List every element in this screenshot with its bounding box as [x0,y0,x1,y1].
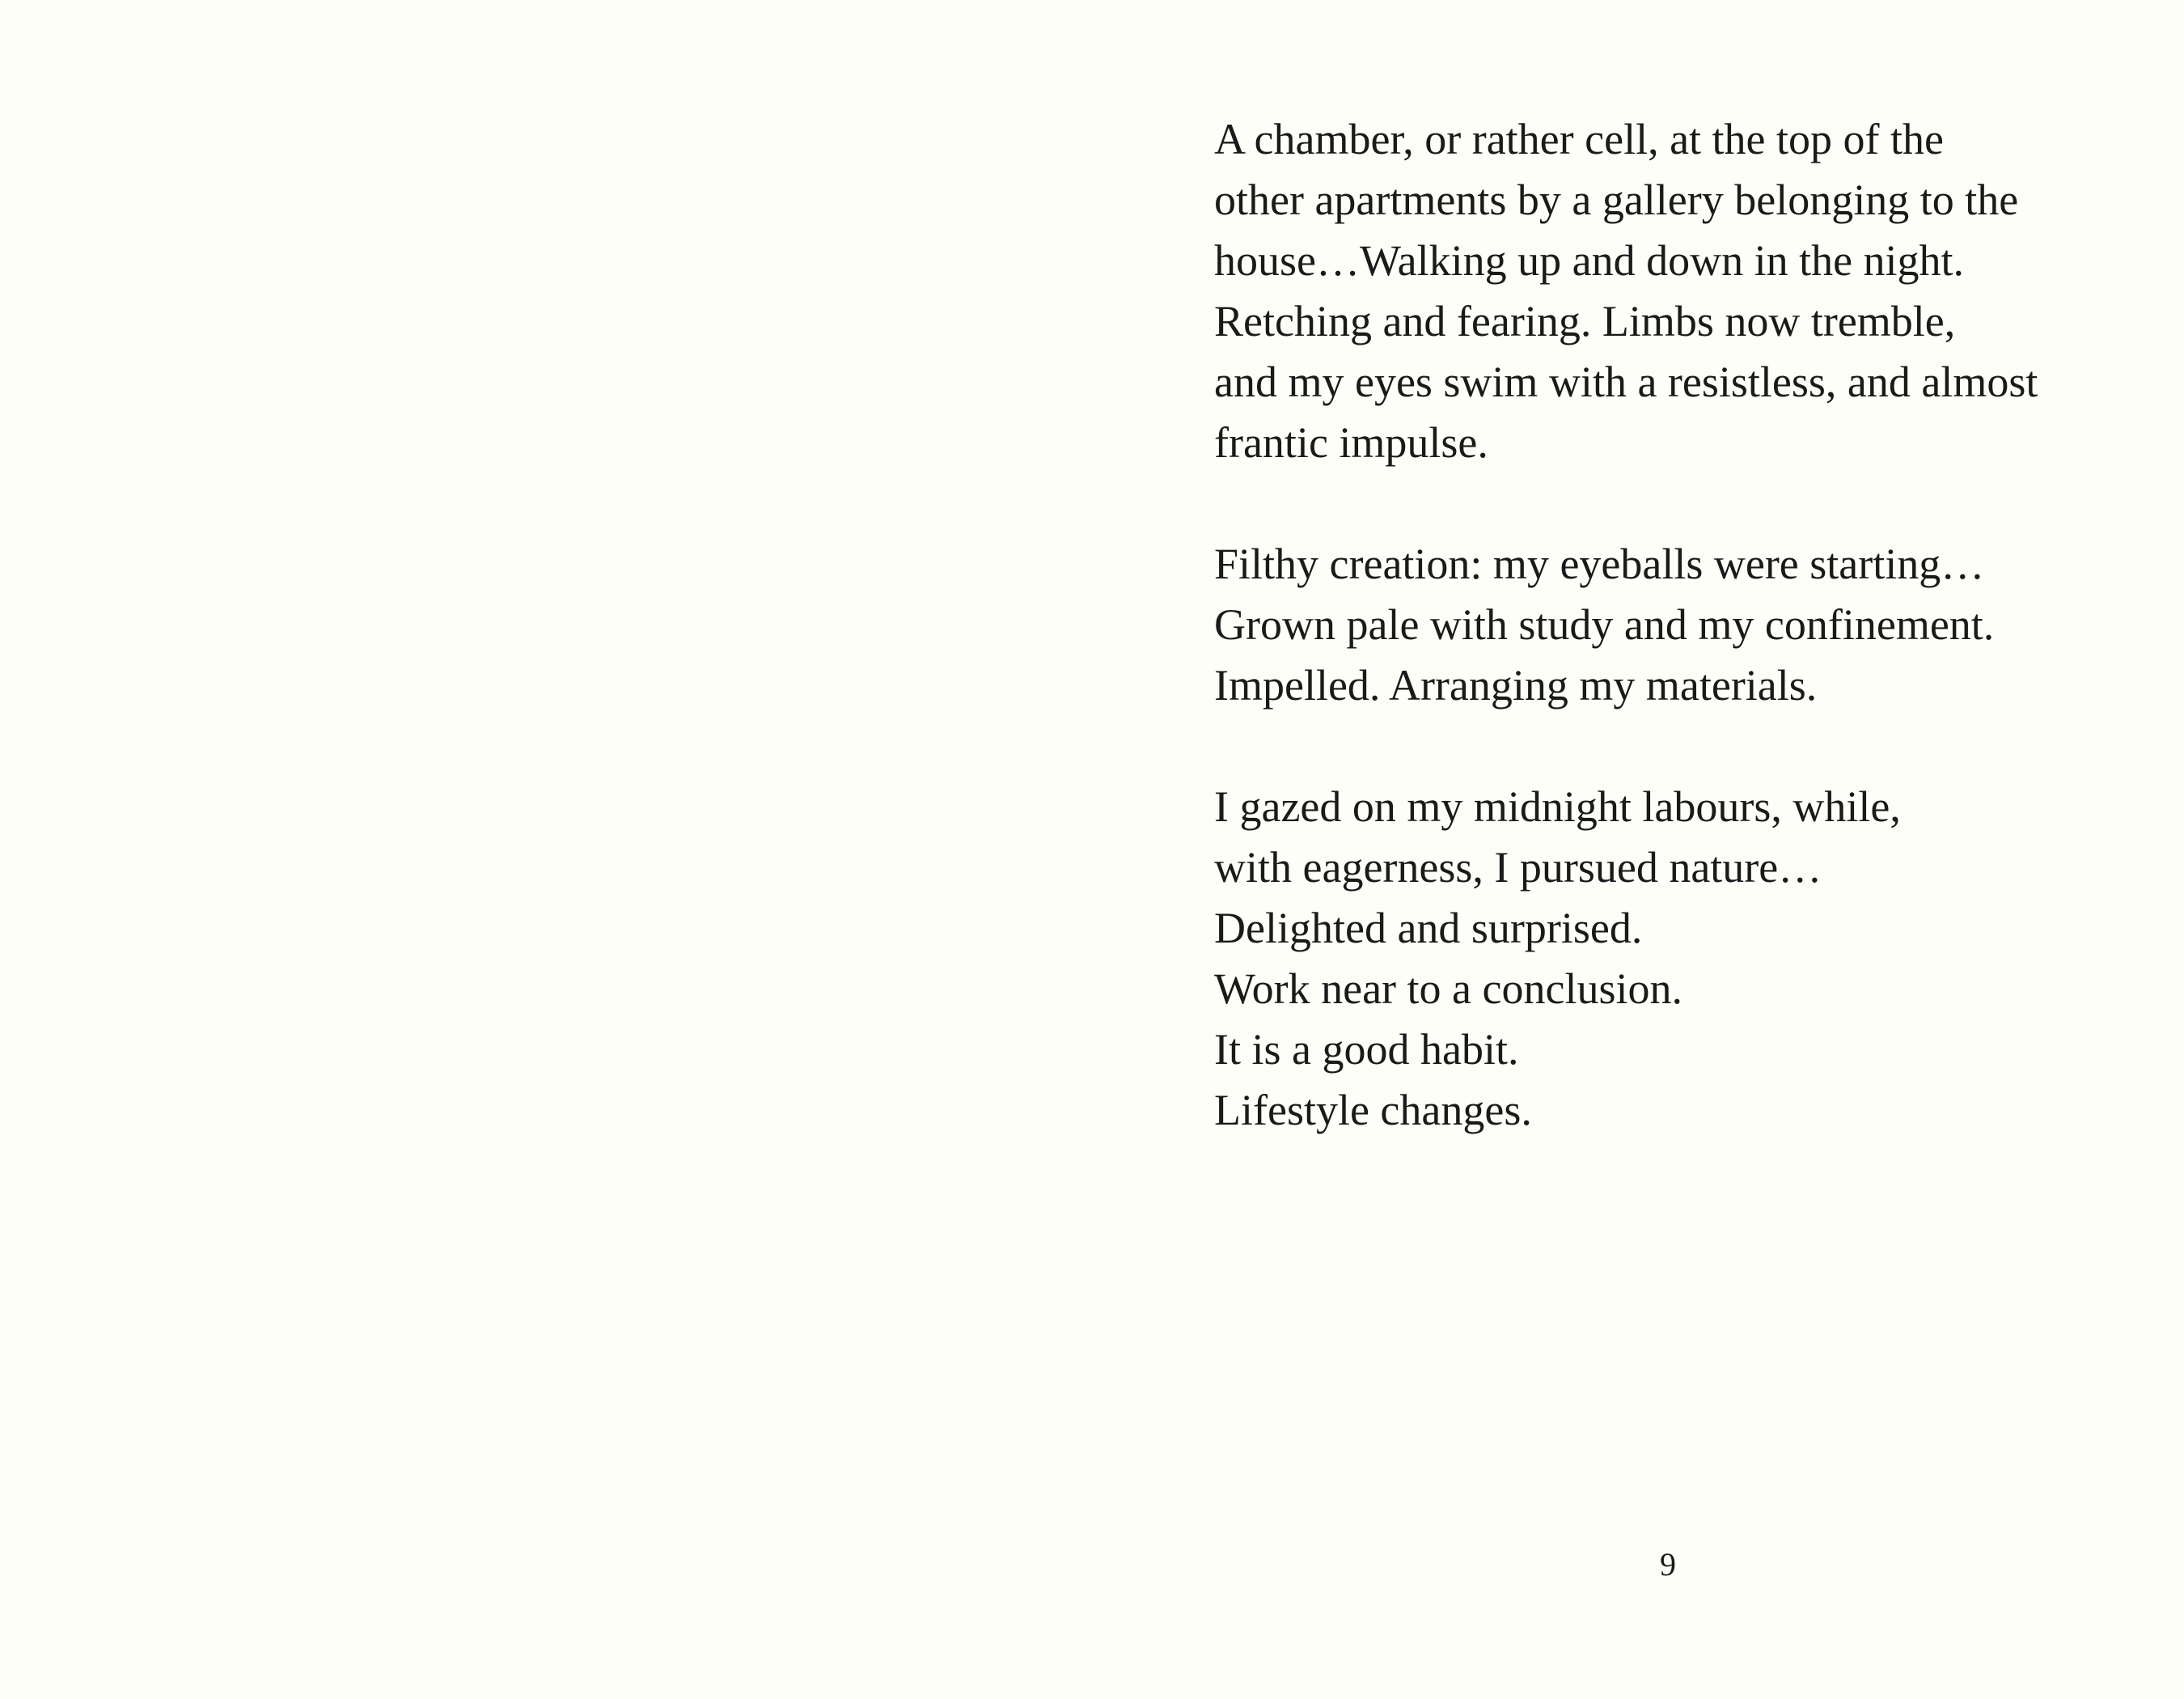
poem-line: Delighted and surprised. [1214,904,1643,952]
right-page [1092,0,2184,1699]
page-number: 9 [1660,1546,1676,1582]
stanza-3 [1214,777,2144,1141]
poem-line: I gazed on my midnight labours, while, [1214,782,1901,831]
poem-line: Work near to a conclusion. [1214,964,1682,1013]
poem-line: frantic impulse. [1214,418,1488,467]
poem-line: A chamber, or rather cell, at the top of the [1214,115,1944,163]
poem-line: Retching and fearing. Limbs now tremble, [1214,297,1956,345]
poem-line: house…Walking up and down in the night. [1214,236,1965,285]
poem-text [1214,109,2144,1201]
poem-line: and my eyes swim with a resistless, and almost [1214,358,2038,406]
stanza-2 [1214,534,2144,716]
poem-line: It is a good habit. [1214,1025,1519,1074]
poem-line: other apartments by a gallery belonging to the [1214,176,2019,224]
poem-line: Filthy creation: my eyeballs were starting… [1214,540,1985,588]
poem-line: Impelled. Arranging my materials. [1214,661,1818,710]
poem-line: with eagerness, I pursued nature… [1214,843,1822,892]
poem-line: Lifestyle changes. [1214,1086,1532,1134]
stanza-1 [1214,109,2144,473]
poem-line: Grown pale with study and my confinement. [1214,600,1995,649]
